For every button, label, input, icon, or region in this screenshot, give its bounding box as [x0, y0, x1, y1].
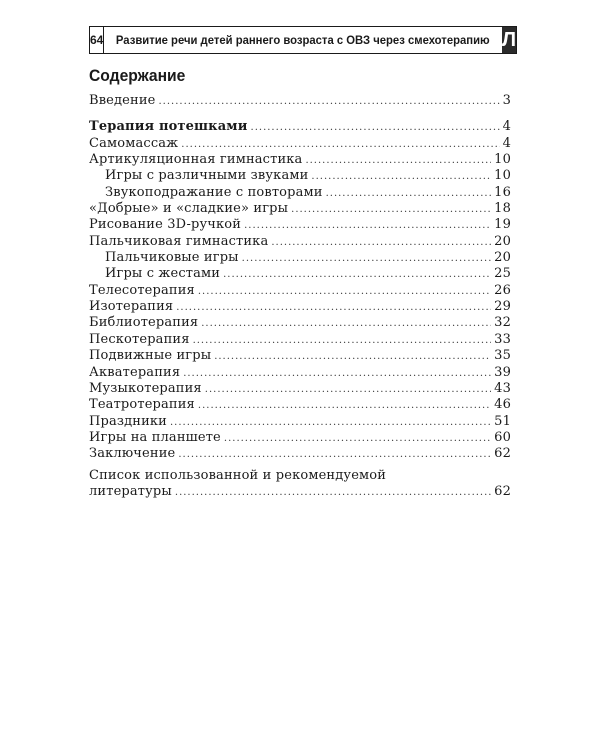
toc-leader-dots: [205, 382, 491, 398]
toc-entry-label: Заключение: [89, 446, 176, 462]
toc-subentry[interactable]: [89, 168, 511, 184]
toc-entry-label: Терапия потешками: [89, 119, 248, 135]
toc-leader-dots: [291, 202, 491, 218]
toc-entry[interactable]: [89, 365, 511, 381]
toc-leader-dots: [176, 300, 491, 316]
toc-leader-dots: [271, 235, 491, 251]
toc-entry-page: 20: [494, 233, 511, 249]
toc-leader-dots: [170, 415, 491, 431]
toc-entry-label: Список использованной и рекомендуемой: [89, 467, 387, 483]
toc-entry-label: Звукоподражание с повторами: [105, 184, 323, 200]
toc-entry[interactable]: [89, 152, 511, 168]
toc-entry[interactable]: [89, 234, 511, 250]
toc-entry[interactable]: [89, 299, 511, 315]
toc-entry[interactable]: [89, 136, 511, 152]
toc-leader-dots: [311, 169, 491, 185]
toc-entry-page: 29: [494, 299, 511, 315]
toc-entry-page: 33: [494, 331, 511, 347]
toc-leader-dots: [181, 137, 499, 153]
toc-entry[interactable]: [89, 430, 511, 446]
toc-entry-label: Пальчиковые игры: [105, 250, 239, 266]
toc-entry-page: 10: [494, 168, 511, 184]
book-title: Развитие речи детей раннего возраста с ОВЗ через смехотерапию: [116, 33, 491, 47]
toc-leader-dots: [244, 218, 491, 234]
toc-entry[interactable]: [89, 283, 511, 299]
toc-entry-page: 19: [494, 217, 511, 233]
toc-entry[interactable]: [89, 93, 511, 109]
toc-entry-label-continued: литературы: [89, 483, 172, 499]
toc-leader-dots: [198, 284, 491, 300]
toc-entry-page: 39: [494, 364, 511, 380]
toc-subentry[interactable]: [89, 266, 511, 282]
toc-entry-label: Подвижные игры: [89, 348, 212, 364]
toc-entry-page: 16: [494, 184, 511, 200]
toc-entry-page: 62: [494, 446, 511, 462]
toc-entry-label: Акватерапия: [89, 364, 181, 380]
toc-entry[interactable]: [89, 397, 511, 413]
toc-entry[interactable]: [89, 414, 511, 430]
toc-entry-label: Самомассаж: [89, 135, 179, 151]
toc-subentry[interactable]: [89, 185, 511, 201]
toc-entry-label: Театротерапия: [89, 397, 195, 413]
toc-entry-label: Игры на планшете: [89, 429, 221, 445]
toc-entry-page: 32: [494, 315, 511, 331]
toc-entry[interactable]: [89, 332, 511, 348]
toc-entry-label: Пескотерапия: [89, 331, 190, 347]
toc-entry-page: 51: [494, 413, 511, 429]
toc-subentry[interactable]: [89, 250, 511, 266]
toc-entry[interactable]: [89, 119, 511, 135]
toc-entry[interactable]: [89, 315, 511, 331]
toc-entry-label: Введение: [89, 93, 156, 108]
toc-leader-dots: [251, 120, 500, 136]
toc-leader-dots: [198, 398, 491, 414]
toc-entry-page: 4: [502, 119, 511, 135]
toc-leader-dots: [214, 349, 491, 365]
publisher-logo-icon: Л: [502, 27, 516, 53]
toc-entry-label: Праздники: [89, 413, 167, 429]
toc-leader-dots: [183, 366, 491, 382]
toc-leader-dots: [326, 186, 492, 202]
toc-leader-dots: [193, 333, 492, 349]
toc-entry-label: Библиотерапия: [89, 315, 199, 331]
toc-entry-label: Рисование 3D-ручкой: [89, 217, 242, 233]
toc-entry-label: Игры с жестами: [105, 266, 221, 282]
toc-leader-dots: [175, 485, 491, 501]
toc-entry[interactable]: [89, 446, 511, 462]
toc-entry[interactable]: [89, 468, 511, 502]
toc-entry[interactable]: [89, 348, 511, 364]
toc-entry[interactable]: [89, 217, 511, 233]
toc-leader-dots: [159, 94, 500, 110]
toc-entry[interactable]: [89, 381, 511, 397]
toc-entry-page: 60: [494, 429, 511, 445]
page-number: 64: [90, 27, 104, 53]
toc-entry[interactable]: [89, 201, 511, 217]
toc-entry-page: 18: [494, 201, 511, 217]
toc-entry-label: Артикуляционная гимнастика: [89, 152, 303, 168]
running-header: [89, 26, 517, 54]
toc-leader-dots: [178, 447, 491, 463]
toc-entry-label: Пальчиковая гимнастика: [89, 233, 269, 249]
toc-leader-dots: [223, 267, 491, 283]
toc-entry-page: 20: [494, 250, 511, 266]
toc-leader-dots: [201, 316, 491, 332]
toc-leader-dots: [224, 431, 491, 447]
table-of-contents: [89, 93, 511, 501]
toc-entry-page: 25: [494, 266, 511, 282]
toc-leader-dots: [305, 153, 491, 169]
toc-entry-page: 10: [494, 152, 511, 168]
toc-entry-page: 3: [502, 93, 511, 108]
toc-entry-page: 26: [494, 282, 511, 298]
toc-leader-dots: [242, 251, 491, 267]
toc-entry-page: 43: [494, 380, 511, 396]
toc-entry-multiline: [89, 468, 511, 502]
toc-entry-label: Изотерапия: [89, 299, 174, 315]
toc-entry-label: Игры с различными звуками: [105, 168, 309, 184]
toc-entry-label: Телесотерапия: [89, 282, 195, 298]
toc-entry-page: 4: [502, 135, 511, 151]
toc-entry-page: 35: [494, 348, 511, 364]
toc-entry-line2: [89, 484, 511, 501]
toc-entry-page: 46: [494, 397, 511, 413]
toc-entry-page: 62: [494, 483, 511, 499]
toc-entry-label: «Добрые» и «сладкие» игры: [89, 201, 289, 217]
toc-entry-label: Музыкотерапия: [89, 380, 202, 396]
toc-heading: Содержание: [89, 66, 186, 85]
